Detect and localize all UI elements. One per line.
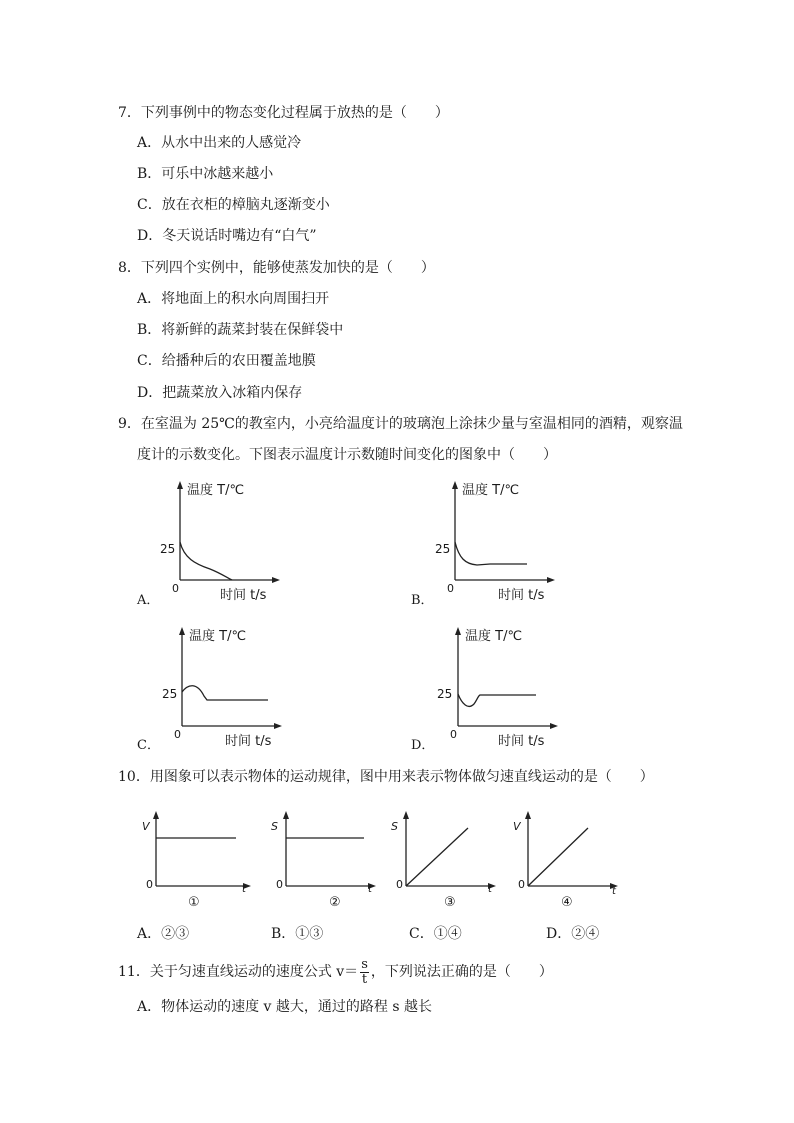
q9-graph-b-origin: 0 [447,582,454,595]
q9-stem-line1: 9．在室温为 25℃的教室内，小亮给温度计的玻璃泡上涂抹少量与室温相同的酒精，观察温 [118,416,683,432]
q11-stem-prefix: 11．关于匀速直线运动的速度公式 v＝ [118,964,359,980]
q9-graph-d [428,624,568,749]
q10-graph-3 [388,808,508,908]
q9-graph-d-origin: 0 [450,728,457,741]
q10-graph-2-caption: ② [329,895,341,910]
q9-stem-line2: 度计的示数变化。下图表示温度计示数随时间变化的图象中（ ） [137,447,557,463]
q8-option-c: C．给播种后的农田覆盖地膜 [137,353,316,369]
q10-graph-1-xlabel: t [242,884,246,895]
q9-graph-c-xlabel: 时间 t/s [225,734,272,749]
q9-graph-c-ylabel: 温度 T/℃ [189,629,247,644]
q10-option-d: D．②④ [546,926,600,942]
q9-graph-a-label: A． [137,593,160,608]
q9-graph-c-label: C． [137,738,160,753]
q11-stem [118,955,553,989]
q10-graph-3-caption: ③ [444,895,456,910]
q8-option-d: D．把蔬菜放入冰箱内保存 [137,385,303,401]
q10-stem: 10．用图象可以表示物体的运动规律，图中用来表示物体做匀速直线运动的是（ ） [118,769,654,785]
q9-graph-b-ylabel: 温度 T/℃ [462,483,520,498]
q11-stem-suffix: ，下列说法正确的是（ ） [370,964,553,980]
q10-graph-4-line [528,828,588,886]
q9-graph-a-origin: 0 [172,582,179,595]
q9-graph-b-xlabel: 时间 t/s [498,588,545,603]
q9-graph-d-curve [458,694,536,706]
q11-frac-denominator: t [361,971,368,987]
q9-graph-c-ytick: 25 [162,687,178,701]
q10-graph-4-xlabel: t [612,886,616,897]
q10-graph-4-origin: 0 [518,878,525,891]
q9-graph-d-ytick: 25 [437,687,453,701]
q9-graph-b-ytick: 25 [435,542,451,556]
q11-frac-numerator: s [361,956,368,972]
q10-graph-3-ylabel: S [391,820,398,833]
q10-option-a: A．②③ [137,926,190,942]
q8-option-b: B．将新鲜的蔬菜封装在保鲜袋中 [137,322,344,338]
q7-option-c: C．放在衣柜的樟脑丸逐渐变小 [137,197,330,213]
q10-graph-2 [268,808,388,908]
q8-option-a: A．将地面上的积水向周围扫开 [137,291,330,307]
q10-graph-4 [510,808,630,908]
q9-graph-b-curve [455,542,527,565]
q9-graph-d-ylabel: 温度 T/℃ [465,629,523,644]
q9-graph-a-ylabel: 温度 T/℃ [187,483,245,498]
q10-option-c: C．①④ [409,926,462,942]
q9-graph-b-label: B． [411,593,434,608]
q9-graph-d-xlabel: 时间 t/s [498,734,545,749]
q9-graph-c [152,624,292,749]
q10-graph-3-xlabel: t [488,884,492,895]
q10-graph-1 [138,808,258,908]
q9-graph-c-curve [182,686,268,700]
q10-graph-1-caption: ① [188,895,200,910]
q10-graph-4-ylabel: V [513,820,521,833]
q9-graph-b [425,478,565,603]
q9-graph-a-xlabel: 时间 t/s [220,588,267,603]
q9-graph-a-curve [180,542,232,580]
q10-graph-2-ylabel: S [271,820,278,833]
q9-graph-d-label: D． [411,738,435,753]
q10-option-b: B．①③ [271,926,324,942]
q10-graph-2-origin: 0 [276,878,283,891]
q7-option-d: D．冬天说话时嘴边有“白气” [137,228,317,244]
q10-graph-2-xlabel: t [368,884,372,895]
q10-graph-4-caption: ④ [561,895,573,910]
q7-option-b: B．可乐中冰越来越小 [137,166,274,182]
q7-stem: 7．下列事例中的物态变化过程属于放热的是（ ） [118,105,449,121]
q10-graph-3-line [406,828,468,886]
q11-formula-fraction [360,958,369,987]
q10-graph-1-origin: 0 [146,878,153,891]
q10-graph-3-origin: 0 [396,878,403,891]
q9-graph-c-origin: 0 [174,728,181,741]
q9-graph-a [150,478,290,603]
q9-graph-a-ytick: 25 [160,542,176,556]
q10-graph-1-ylabel: V [142,820,150,833]
q7-option-a: A．从水中出来的人感觉冷 [137,135,302,151]
q8-stem: 8．下列四个实例中，能够使蒸发加快的是（ ） [118,260,435,276]
q11-option-a: A．物体运动的速度 v 越大，通过的路程 s 越长 [137,999,433,1015]
